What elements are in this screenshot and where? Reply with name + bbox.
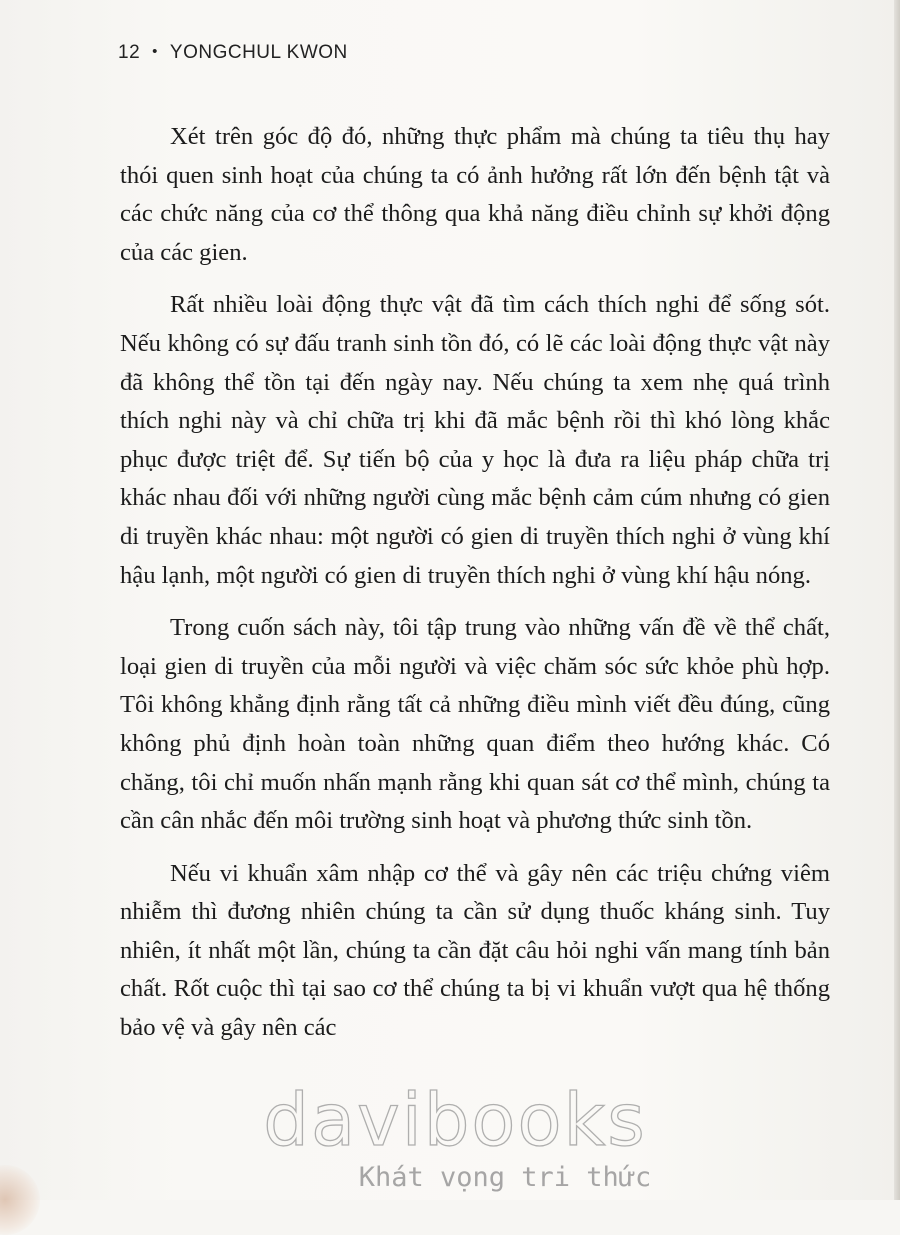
- paragraph-4: Nếu vi khuẩn xâm nhập cơ thể và gây nên các triệu chứng viêm nhiễm thì đương nhiên chúng ta cần sử dụng thuốc kháng sinh. Tuy nhiên, ít nhất một lần, chúng ta cần đặt câu hỏi nghi vấn mang tính bản chất. Rốt cuộc thì tại sao cơ thể chúng ta bị vi khuẩn vượt qua hệ thống bảo vệ và gây nên các: [120, 859, 830, 1042]
- author-name: YONGCHUL KWON: [169, 42, 348, 63]
- paragraph-2: Rất nhiều loài động thực vật đã tìm cách thích nghi để sống sót. Nếu không có sự đấu tranh sinh tồn đó, có lẽ các loài động thực vật này đã không thể tồn tại đến ngày nay. Nếu chúng ta xem nhẹ quá trình thích nghi này và chỉ chữa trị khi đã mắc bệnh rồi thì khó lòng khắc phục được triệt để. Sự tiến bộ của y học là đưa ra liệu pháp chữa trị khác nhau đối với những người cùng mắc bệnh cảm cúm nhưng có gien di truyền khác nhau: một người có gien di truyền thích nghi ở vùng khí hậu lạnh, một người có gien di truyền thích nghi ở vùng khí hậu nóng.: [120, 291, 830, 589]
- watermark-brand: davibooks: [263, 1078, 647, 1162]
- running-header: [118, 42, 348, 64]
- finger-shadow: [0, 1165, 40, 1235]
- page-edge: [894, 0, 900, 1200]
- body-text: [120, 118, 830, 1062]
- header-separator: •: [152, 43, 158, 60]
- paragraph-3: Trong cuốn sách này, tôi tập trung vào những vấn đề về thể chất, loại gien di truyền của mỗi người và việc chăm sóc sức khỏe phù hợp. Tôi không khẳng định rằng tất cả những điều mình viết đều đúng, cũng không phủ định hoàn toàn những quan điểm theo hướng khác. Có chăng, tôi chỉ muốn nhấn mạnh rằng khi quan sát cơ thể mình, chúng ta cần cân nhắc đến môi trường sinh hoạt và phương thức sinh tồn.: [120, 614, 830, 835]
- page-number: 12: [118, 42, 141, 63]
- paragraph-1: Xét trên góc độ đó, những thực phẩm mà chúng ta tiêu thụ hay thói quen sinh hoạt của chúng ta có ảnh hưởng rất lớn đến bệnh tật và các chức năng của cơ thể thông qua khả năng điều chỉnh sự khởi động của các gien.: [120, 123, 830, 266]
- watermark-slogan: Khát vọng tri thức: [358, 1162, 652, 1193]
